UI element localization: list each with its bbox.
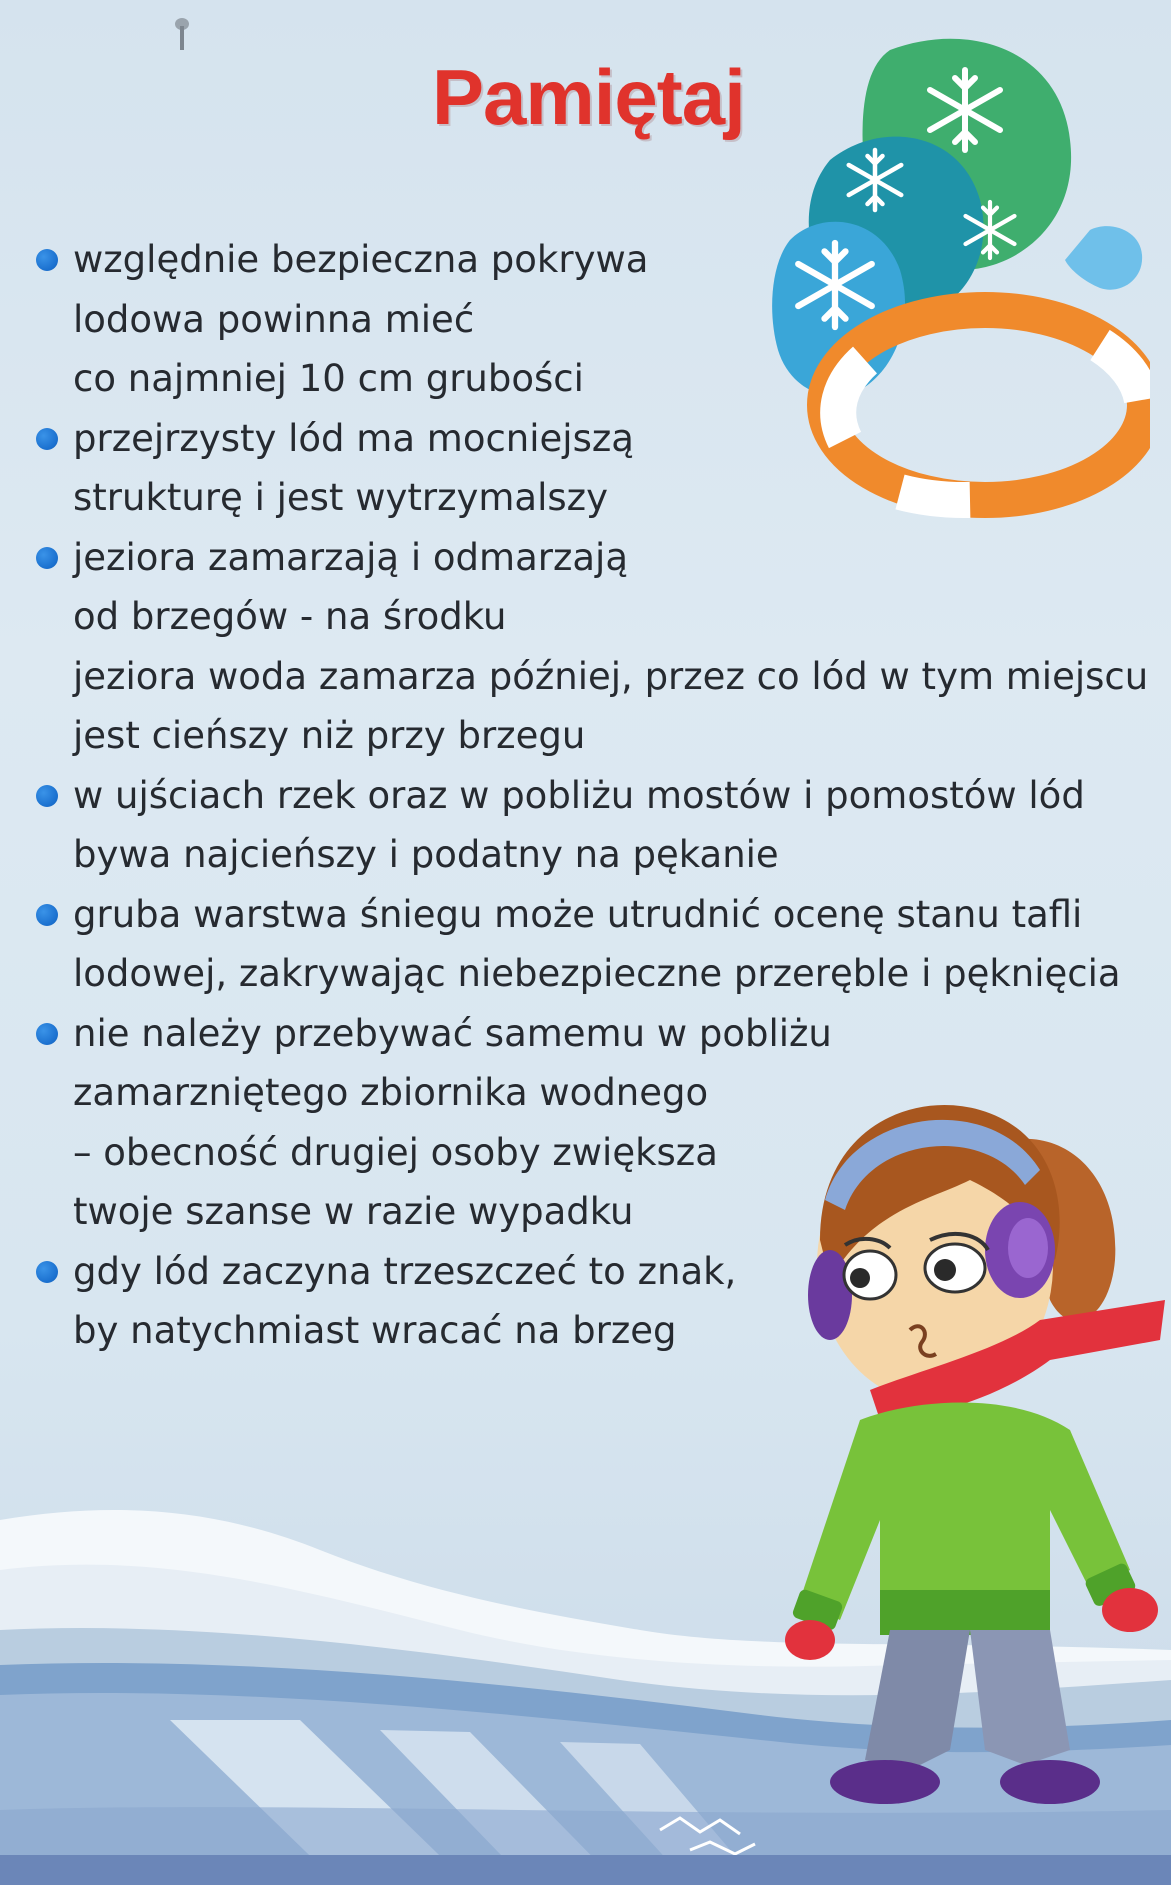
tip-line: przejrzysty lód ma mocniejszą — [73, 416, 634, 460]
tip-line: lodowej, zakrywając niebezpieczne przeręble i pęknięcia — [73, 952, 1121, 995]
tip-line: nie należy przebywać samemu w pobliżu — [73, 1011, 832, 1055]
tip-line: zamarzniętego zbiornika wodnego — [73, 1071, 709, 1114]
bullet-icon — [36, 904, 58, 926]
list-item — [28, 885, 1138, 1004]
tip-line: strukturę i jest wytrzymalszy — [73, 476, 608, 519]
bullet-icon — [36, 1023, 58, 1045]
bullet-icon — [36, 428, 58, 450]
tip-line: od brzegów - na środku — [73, 595, 507, 638]
tip-line: – obecność drugiej osoby zwiększa — [73, 1130, 718, 1174]
list-item — [28, 528, 1149, 766]
list-item — [28, 409, 1138, 528]
tip-line: co najmniej 10 cm grubości — [73, 357, 584, 400]
tip-line: bywa najcieńszy i podatny na pękanie — [73, 833, 779, 876]
list-item — [28, 230, 1138, 409]
tip-line: gruba warstwa śniegu może utrudnić ocenę stanu tafli — [73, 892, 1083, 936]
tip-line: twoje szanse w razie wypadku — [73, 1190, 634, 1233]
bullet-icon — [36, 249, 58, 271]
tip-line: w ujściach rzek oraz w pobliżu mostów i pomostów lód — [73, 773, 1085, 817]
girl-in-winter-clothes-illustration — [770, 1070, 1170, 1830]
tip-line: jeziora woda zamarza później, przez co lód w tym miejscu — [73, 654, 1149, 698]
tip-line: gdy lód zaczyna trzeszczeć to znak, — [73, 1249, 737, 1293]
tip-line: jest cieńszy niż przy brzegu — [73, 714, 586, 757]
list-item — [28, 766, 1138, 885]
tip-line: lodowa powinna mieć — [73, 297, 475, 341]
tip-line: by natychmiast wracać na brzeg — [73, 1309, 677, 1352]
bullet-icon — [36, 1261, 58, 1283]
tip-line: względnie bezpieczna pokrywa — [73, 238, 649, 281]
poster-title: Pamiętaj — [432, 53, 745, 141]
bullet-icon — [36, 547, 58, 569]
pushpin-icon — [173, 16, 191, 52]
bullet-icon — [36, 785, 58, 807]
tip-line: jeziora zamarzają i odmarzają — [73, 535, 628, 579]
